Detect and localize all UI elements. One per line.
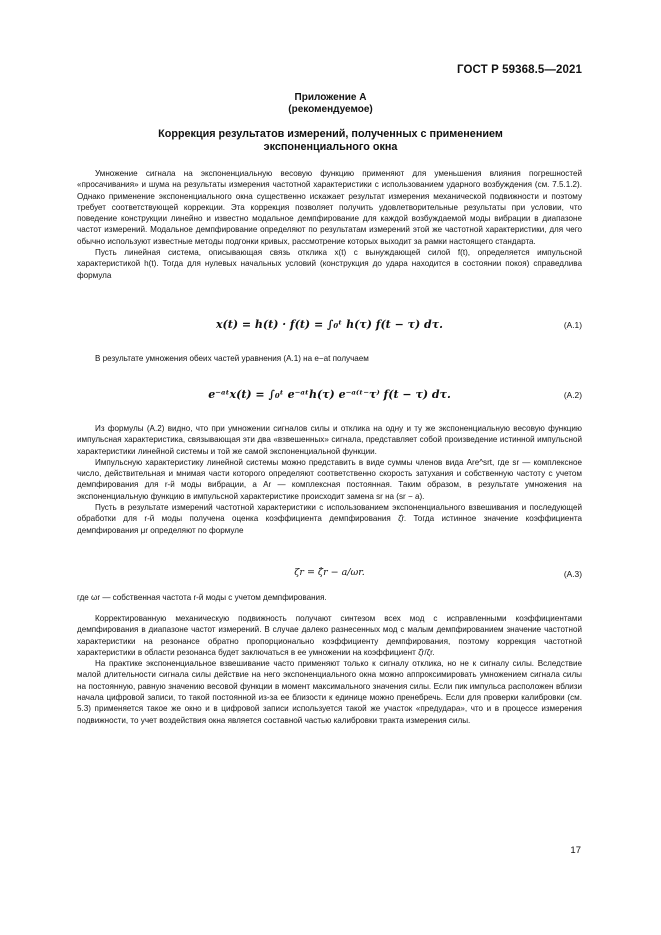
formula-number: (А.2) xyxy=(563,390,582,400)
formula-number: (А.1) xyxy=(563,320,582,330)
formula-expression: x(t) = h(t) · f(t) = ∫₀ᵗ h(τ) f(t − τ) dτ. xyxy=(216,318,443,331)
paragraph: На практике экспоненциальное взвешивание часто применяют только к сигналу отклика, но не к сигналу силы. Вследствие малой длительности сигнала силы действие на него экспоненциального окна можно аппроксимировать умножением сигнала силы на постоянную, равную значению весовой функции в момент максимального значения силы. Если пик импульса расположен вблизи начала цифровой записи, то такой постоянной из-за ее близости к единице можно пренебречь. Если для проверки калибровки (см. 5.3) применяется такое же окно и в цифровой записи используется такой же участок «предудара», что и в процессе измерения подвижности, то учет воздействия окна является составной частью калибровки тракта измерения силы. xyxy=(77,659,582,725)
appendix-title: Приложение А xyxy=(294,92,367,103)
formula-a3 xyxy=(77,567,582,587)
formula-expression: ζr = ζ̂r − a/ωr. xyxy=(294,567,365,578)
formula-number: (А.3) xyxy=(563,569,582,579)
paragraph: Пусть линейная система, описывающая связь отклика x(t) с вынуждающей силой f(t), определяется импульсной характеристикой h(t). Тогда для нулевых начальных условий (конструкция до удара находится в состоянии покоя) справедлива формула xyxy=(77,248,582,280)
text-block xyxy=(77,353,582,364)
paragraph: Импульсную характеристику линейной системы можно представить в виде суммы членов вида Are^srt, где sr — комплексное число, действительная и мнимая части которого определяют соответственно скорость затухания и собственную частоту с учетом демпфирования для r-й моды вибрации, а Ar — комплексная постоянная. Таким образом, в результате умножения на экспоненциальную функцию в импульсной характеристике происходит замена sr на (sr − a). xyxy=(77,457,582,501)
paragraph: Умножение сигнала на экспоненциальную весовую функцию применяют для уменьшения влияния погрешностей «просачивания» и шума на результаты измерения частотной характеристики с использованием ударного возбуждения (см. 7.5.1.2). Однако применение экспоненциального окна существенно искажает результат измерения механической подвижности и поэтому требует соответствующей коррекции. Эта коррекция позволяет получить удовлетворительные результаты при условии, что поведение конструкции линейно и известно модальное демпфирование для каждой возбуждаемой моды вибрации в диапазоне частот измерений. Модальное демпфирование определяют по результатам измерений этой же частотной характеристики, для чего обычно используют известные методы подгонки кривых, рассмотрение которых выходит за рамки настоящего стандарта. xyxy=(77,169,582,246)
text-block xyxy=(77,592,582,603)
paragraph: В результате умножения обеих частей уравнения (А.1) на e−at получаем xyxy=(95,354,369,363)
paragraph: где ωr — собственная частота r-й моды с учетом демпфирования. xyxy=(77,593,327,602)
section-title: Коррекция результатов измерений, полученных с применением экспоненциального окна xyxy=(158,128,503,153)
page-number: 17 xyxy=(570,845,581,856)
paragraph: Пусть в результате измерений частотной характеристики с использованием экспоненциального взвешивания и последующей обработки для r-й моды получена оценка коэффициента демпфирования ζ̂r. Тогда истинное значение коэффициента демпфирования μr определяют по формуле xyxy=(77,503,582,535)
text-block xyxy=(77,168,582,281)
paragraph: Из формулы (А.2) видно, что при умножении сигналов силы и отклика на одну и ту же экспоненциальную весовую функцию импульсная характеристика, связывающая эти два «взвешенных» сигнала, представляет собой произведение истинной импульсной характеристики линейной системы и той же самой экспоненциальной функции. xyxy=(77,424,582,456)
paragraph: Корректированную механическую подвижность получают синтезом всех мод с исправленными коэффициентами демпфирования в диапазоне частот измерений. В случае далеко разнесенных мод с малым демпфированием значение частотной характеристики на резонансе обратно пропорционально коэффициенту демпфирования, поэтому коррекция частотной характеристики в области резонанса будет заключаться в ее умножении на коэффициент ζ̂r/ζr. xyxy=(77,614,582,657)
text-block xyxy=(77,613,582,726)
text-block xyxy=(77,423,582,536)
formula-a1 xyxy=(77,318,582,338)
formula-expression: e⁻ᵃᵗx(t) = ∫₀ᵗ e⁻ᵃᵗh(τ) e⁻ᵃ⁽ᵗ⁻τ⁾ f(t − τ) dτ. xyxy=(208,388,451,401)
formula-a2 xyxy=(77,388,582,408)
standard-code: ГОСТ Р 59368.5—2021 xyxy=(457,64,582,76)
appendix-status: (рекомендуемое) xyxy=(288,104,373,115)
